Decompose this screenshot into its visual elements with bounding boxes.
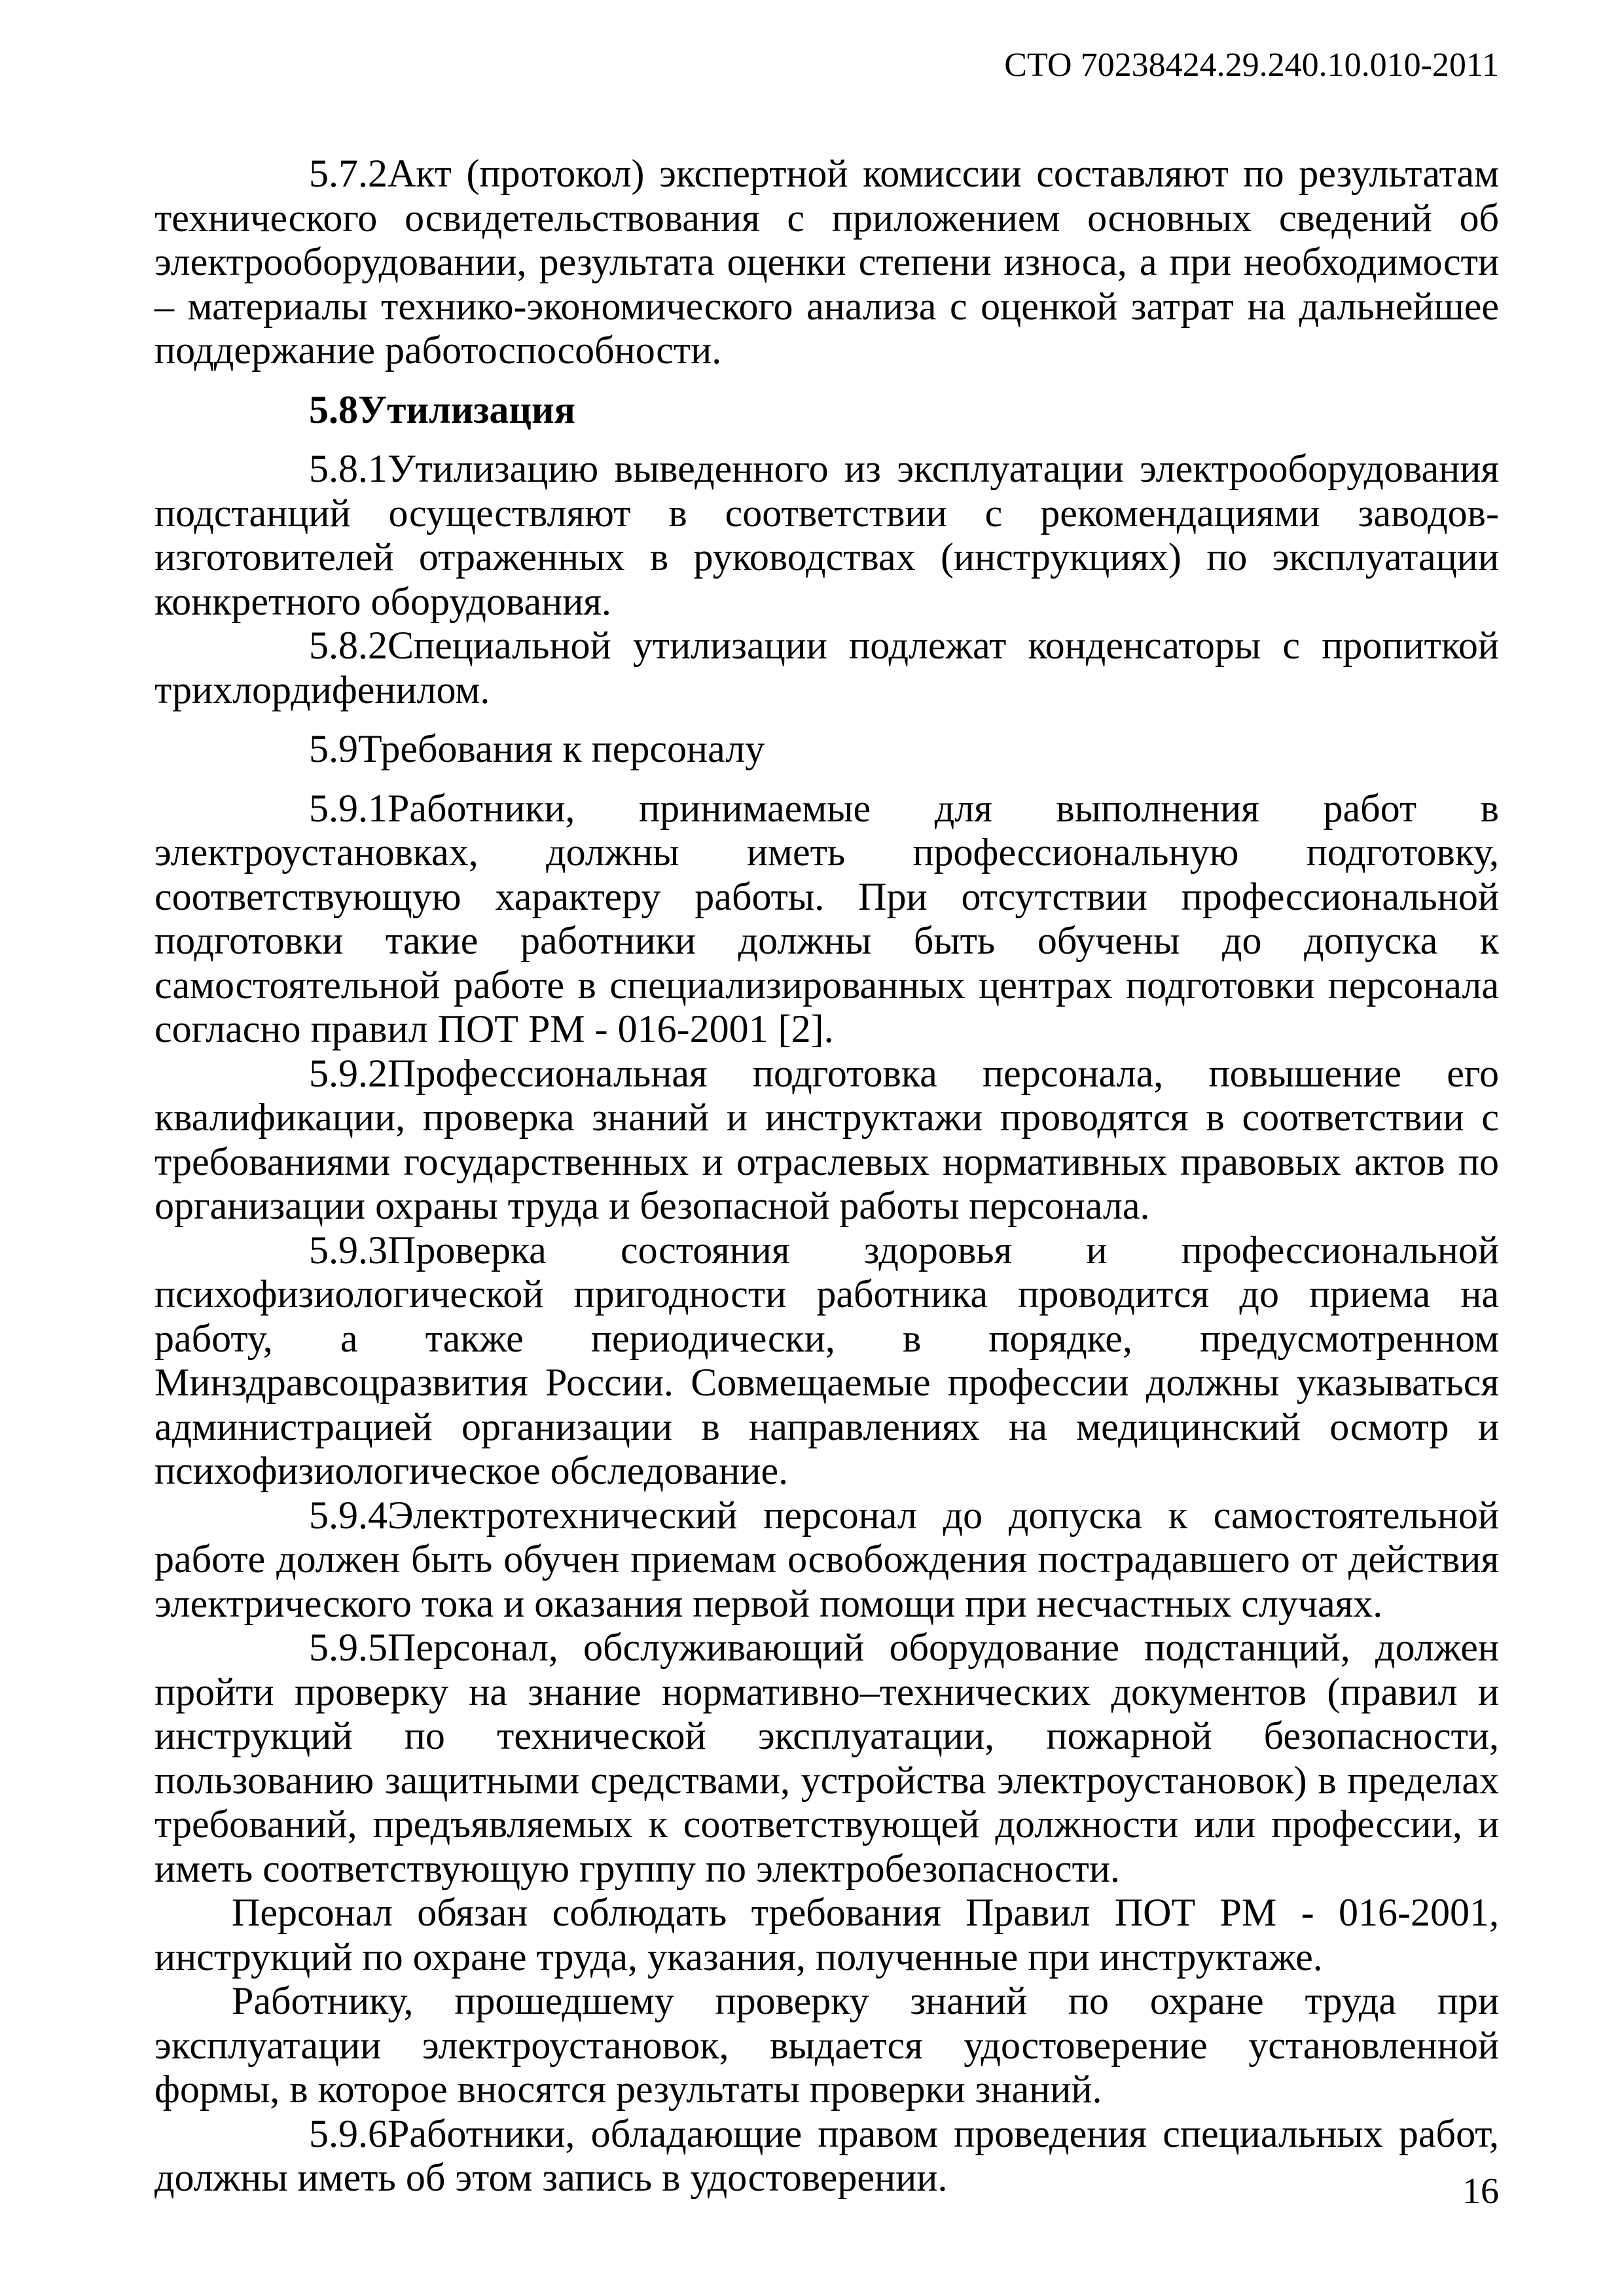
clause-number: 5.8.2 — [309, 624, 388, 667]
paragraph-text: Акт (протокол) экспертной комиссии составляют по результатам технического освидетельствования с приложением основных сведений об электрооборудовании, результата оценки степени износа, а при необходимости – материалы технико-экономического анализа с оценкой затрат на дальнейшее поддержание работоспособности. — [154, 152, 1499, 372]
paragraph-5-9-3 — [154, 1229, 1499, 1494]
paragraph-text: Работнику, прошедшему проверку знаний по охране труда при эксплуатации электроустановок, выдается удостоверение установленной формы, в которое вносятся результаты проверки знаний. — [154, 1979, 1499, 2111]
section-title: Требования к персоналу — [358, 727, 765, 770]
paragraph-text: Персонал, обслуживающий оборудование подстанций, должен пройти проверку на знание нормативно–технических документов (правил и инструкций по технической эксплуатации, пожарной безопасности, пользованию защитными средствами, устройства электроустановок) в пределах требований, предъявляемых к соответствующей должности или профессии, и иметь соответствующую группу по электробезопасности. — [154, 1626, 1499, 1890]
paragraph-5-7-2 — [154, 152, 1499, 373]
paragraph-5-8-1 — [154, 447, 1499, 624]
page-number: 16 — [1462, 2171, 1499, 2212]
paragraph-text: Проверка состояния здоровья и профессиональной психофизиологической пригодности работника проводится до приема на работу, а также периодически, в порядке, предусмотренном Минздравсоцразвития России. Совмещаемые профессии должны указываться администрацией организации в направлениях на медицинский осмотр и психофизиологическое обследование. — [154, 1228, 1499, 1492]
paragraph-certificate — [154, 1979, 1499, 2112]
paragraph-5-9-2 — [154, 1052, 1499, 1229]
clause-number: 5.9.6 — [309, 2111, 388, 2155]
section-heading-5-8 — [154, 388, 1499, 433]
section-heading-5-9 — [154, 727, 1499, 772]
paragraph-text: Персонал обязан соблюдать требования Правил ПОТ РМ - 016-2001, инструкций по охране труда, указания, полученные при инструктаже. — [154, 1891, 1499, 1979]
paragraph-5-9-5 — [154, 1626, 1499, 1891]
section-number: 5.8 — [309, 387, 358, 431]
clause-number: 5.7.2 — [309, 152, 388, 195]
section-number: 5.9 — [309, 727, 358, 770]
paragraph-5-8-2 — [154, 624, 1499, 712]
paragraph-text: Работники, обладающие правом проведения специальных работ, должны иметь об этом запись в удостоверении. — [154, 2111, 1499, 2199]
paragraph-text: Электротехнический персонал до допуска к самостоятельной работе должен быть обучен приемам освобождения пострадавшего от действия электрического тока и оказания первой помощи при несчастных случаях. — [154, 1493, 1499, 1625]
clause-number: 5.9.2 — [309, 1051, 388, 1095]
document-code-header: СТО 70238424.29.240.10.010-2011 — [1004, 46, 1499, 84]
paragraph-5-9-1 — [154, 787, 1499, 1052]
paragraph-text: Работники, принимаемые для выполнения работ в электроустановках, должны иметь профессиональную подготовку, соответствующую характеру работы. При отсутствии профессиональной подготовки такие работники должны быть обучены до допуска к самостоятельной работе в специализированных центрах подготовки персонала согласно правил ПОТ РМ - 016-2001 [2]. — [154, 786, 1499, 1050]
paragraph-5-9-6 — [154, 2112, 1499, 2200]
paragraph-5-9-4 — [154, 1494, 1499, 1626]
clause-number: 5.8.1 — [309, 447, 388, 490]
section-title: Утилизация — [358, 387, 576, 431]
paragraph-text: Утилизацию выведенного из эксплуатации электрооборудования подстанций осуществляют в соответствии с рекомендациями заводов-изготовителей отраженных в руководствах (инструкциях) по эксплуатации конкретного оборудования. — [154, 447, 1499, 623]
clause-number: 5.9.4 — [309, 1493, 388, 1537]
paragraph-text: Специальной утилизации подлежат конденсаторы с пропиткой трихлордифенилом. — [154, 624, 1499, 711]
paragraph-personnel-obligations — [154, 1891, 1499, 1979]
clause-number: 5.9.3 — [309, 1228, 388, 1272]
paragraph-text: Профессиональная подготовка персонала, повышение его квалификации, проверка знаний и инструктажи проводятся в соответствии с требованиями государственных и отраслевых нормативных правовых актов по организации охраны труда и безопасной работы персонала. — [154, 1051, 1499, 1227]
clause-number: 5.9.5 — [309, 1626, 388, 1669]
clause-number: 5.9.1 — [309, 786, 388, 830]
document-body — [154, 152, 1499, 2200]
